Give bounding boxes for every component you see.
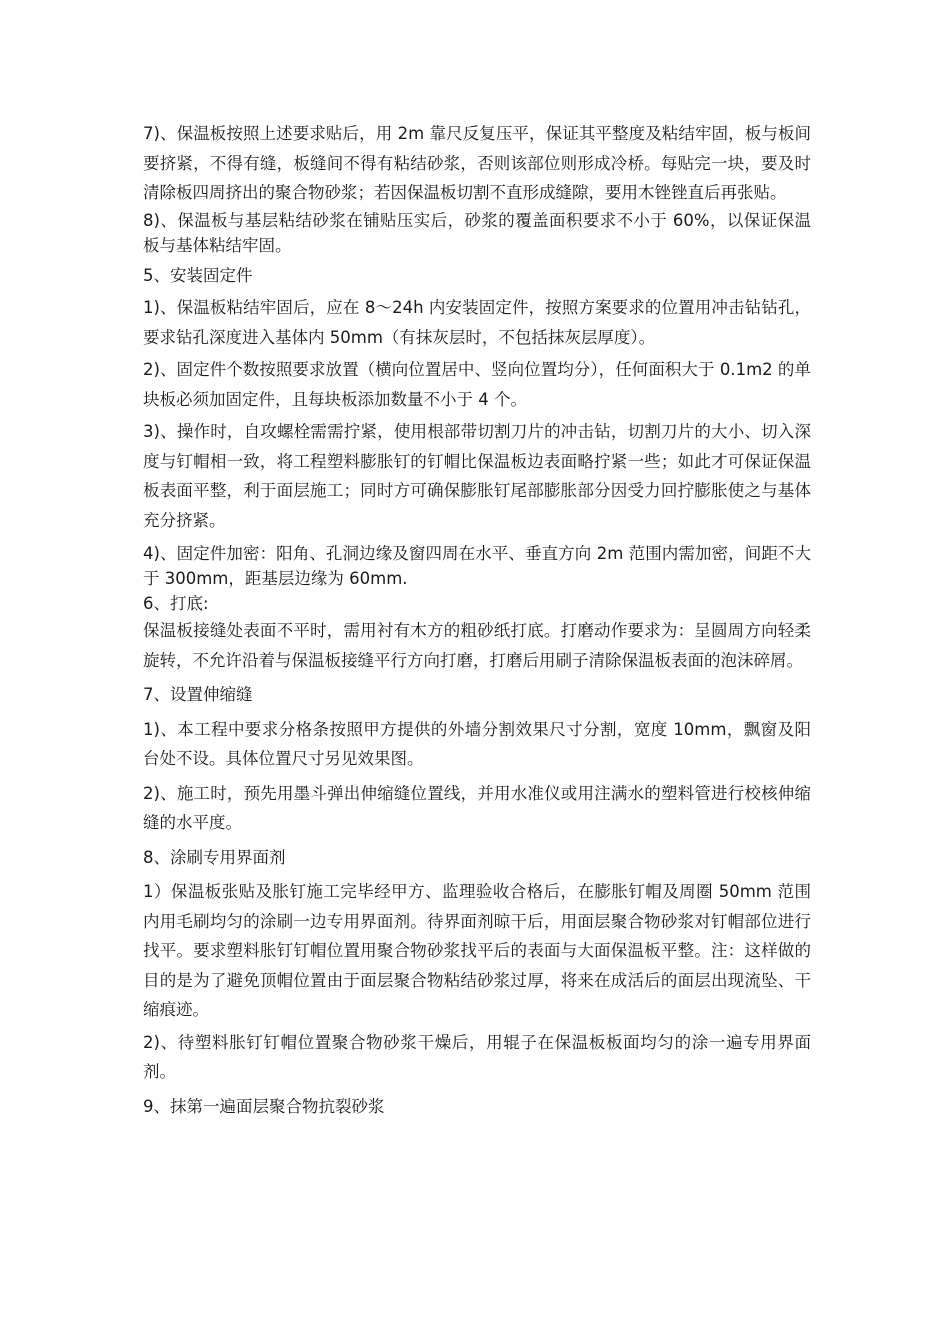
document-body (143, 119, 811, 1121)
paragraph-7-1: 1)、本工程中要求分格条按照甲方提供的外墙分割效果尺寸分割，宽度 10mm，飘窗及阳台处不设。具体位置尺寸另见效果图。 (143, 719, 811, 768)
section-heading-5: 5、安装固定件 (143, 265, 253, 285)
section-heading-6: 6、打底: (143, 594, 209, 613)
paragraph-7-2: 2)、施工时，预先用墨斗弹出伸缩缝位置线，并用水准仪或用注满水的塑料管进行校核伸缩缝的水平度。 (143, 783, 811, 832)
section-heading-8: 8、涂刷专用界面剂 (143, 847, 286, 867)
paragraph-5-1: 1)、保温板粘结牢固后，应在 8～24h 内安装固定件，按照方案要求的位置用冲击钻钻孔，要求钻孔深度进入基体内 50mm（有抹灰层时，不包括抹灰层厚度）。 (143, 298, 811, 347)
section-heading-7: 7、设置伸缩缝 (143, 685, 253, 704)
paragraph-8-mortar-coverage: 8)、保温板与基层粘结砂浆在铺贴压实后，砂浆的覆盖面积要求不小于 60%，以保证保温板与基体粘结牢固。 (143, 210, 811, 255)
paragraph-8-1: 1）保温板张贴及胀钉施工完毕经甲方、监理验收合格后，在膨胀钉帽及周圈 50mm 范围内用毛刷均匀的涂刷一边专用界面剂。待界面剂晾干后，用面层聚合物砂浆对钉帽部位进行找平。要求塑料胀钉钉帽位置用聚合物砂浆找平后的表面与大面保温板平整。注：这样做的目的是为了避免顶帽位置由于面层聚合物粘结砂浆过厚，将来在成活后的面层出现流坠、干缩痕迹。 (143, 882, 811, 1019)
paragraph-7-board-pressing: 7)、保温板按照上述要求贴后，用 2m 靠尺反复压平，保证其平整度及粘结牢固，板与板间要挤紧，不得有缝，板缝间不得有粘结砂浆，否则该部位则形成冷桥。每贴完一块，要及时清除板四周挤出的聚合物砂浆；若因保温板切割不直形成缝隙，要用木锉锉直后再张贴。 (143, 124, 811, 202)
paragraph-5-3: 3)、操作时，自攻螺栓需需拧紧，使用根部带切割刀片的冲击钻，切割刀片的大小、切入深度与钉帽相一致，将工程塑料膨胀钉的钉帽比保温板边表面略拧紧一些；如此才可保证保温板表面平整，利于面层施工；同时方可确保膨胀钉尾部膨胀部分因受力回拧膨胀使之与基体充分挤紧。 (143, 422, 811, 530)
section-heading-9: 9、抹第一遍面层聚合物抗裂砂浆 (143, 1096, 385, 1116)
paragraph-8-2: 2)、待塑料胀钉钉帽位置聚合物砂浆干燥后，用辊子在保温板板面均匀的涂一遍专用界面剂。 (143, 1032, 811, 1081)
paragraph-6-body: 保温板接缝处表面不平时，需用衬有木方的粗砂纸打底。打磨动作要求为：呈圆周方向轻柔旋转，不允许沿着与保温板接缝平行方向打磨，打磨后用刷子清除保温板表面的泡沫碎屑。 (143, 621, 811, 670)
paragraph-5-2: 2)、固定件个数按照要求放置（横向位置居中、竖向位置均分），任何面积大于 0.1m2 的单块板必须加固定件，且每块板添加数量不小于 4 个。 (143, 360, 811, 409)
paragraph-5-4: 4)、固定件加密：阳角、孔洞边缘及窗四周在水平、垂直方向 2m 范围内需加密，间距不大于 300mm，距基层边缘为 60mm. (143, 544, 811, 588)
